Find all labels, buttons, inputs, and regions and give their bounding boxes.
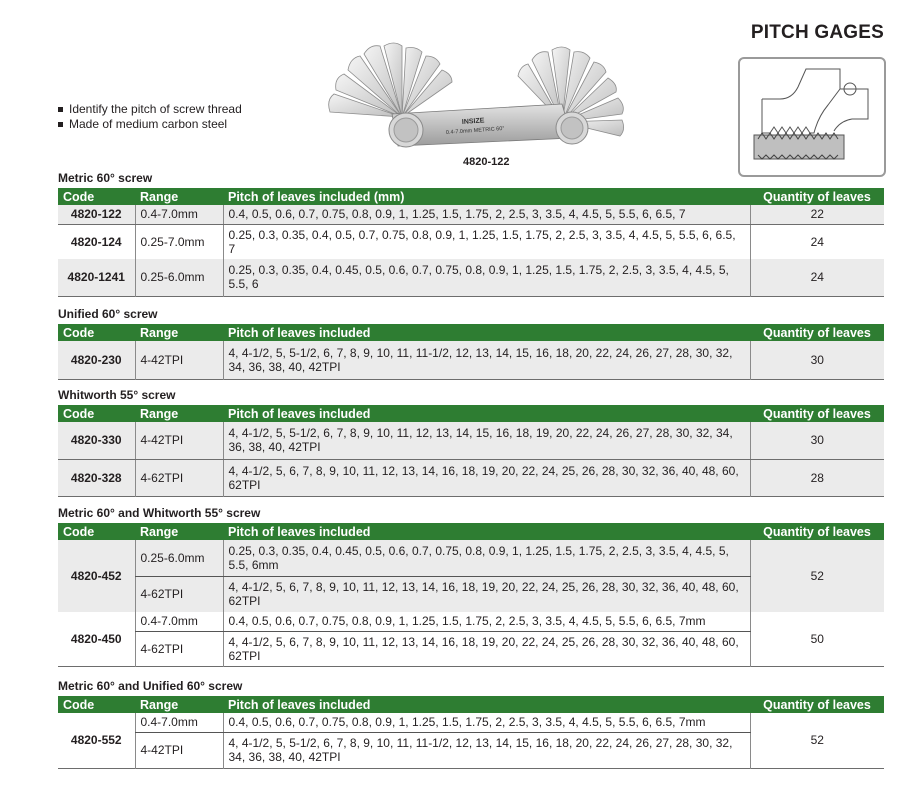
cell-qty: 52 bbox=[750, 713, 884, 768]
column-header: Quantity of leaves bbox=[750, 324, 884, 341]
cell-qty: 24 bbox=[750, 224, 884, 259]
whitworth-section bbox=[58, 388, 884, 497]
col-pitch: Pitch of leaves included (mm) bbox=[223, 188, 750, 205]
metric-unified-table bbox=[58, 696, 884, 769]
cell-code: 4820-122 bbox=[58, 205, 135, 224]
column-header: Pitch of leaves included bbox=[223, 324, 750, 341]
table-row bbox=[58, 341, 884, 379]
cell-qty: 30 bbox=[750, 422, 884, 459]
table-row bbox=[58, 713, 884, 732]
bullet-icon bbox=[58, 122, 63, 127]
cell-range: 0.4-7.0mm bbox=[135, 612, 223, 631]
column-header: Range bbox=[135, 405, 223, 422]
column-header: Code bbox=[58, 696, 135, 713]
cell-qty: 52 bbox=[750, 540, 884, 612]
column-header: Quantity of leaves bbox=[750, 523, 884, 540]
cell-range: 4-42TPI bbox=[135, 422, 223, 459]
thread-diagram bbox=[738, 57, 886, 177]
cell-code: 4820-450 bbox=[58, 612, 135, 666]
column-header: Range bbox=[135, 523, 223, 540]
svg-text:0.4-7.0mm METRIC 60°: 0.4-7.0mm METRIC 60° bbox=[445, 125, 505, 136]
metric-table bbox=[58, 188, 884, 297]
cell-range: 0.4-7.0mm bbox=[135, 713, 223, 732]
cell-range: 4-42TPI bbox=[135, 341, 223, 379]
column-header: Pitch of leaves included bbox=[223, 405, 750, 422]
cell-code: 4820-230 bbox=[58, 341, 135, 379]
cell-pitch: 0.4, 0.5, 0.6, 0.7, 0.75, 0.8, 0.9, 1, 1.25, 1.5, 1.75, 2, 2.5, 3, 3.5, 4, 4.5, 5, 5.5, 6, 6.5, 7mm bbox=[223, 612, 750, 631]
col-code: Code bbox=[58, 188, 135, 205]
unified-section bbox=[58, 307, 884, 380]
col-range: Range bbox=[135, 188, 223, 205]
table-header bbox=[58, 405, 884, 422]
cell-qty: 28 bbox=[750, 459, 884, 496]
cell-range: 4-62TPI bbox=[135, 459, 223, 496]
cell-qty: 22 bbox=[750, 205, 884, 224]
table-row bbox=[58, 612, 884, 631]
table-row bbox=[58, 540, 884, 576]
pitch-gage-photo bbox=[322, 42, 640, 160]
section-title: Whitworth 55° screw bbox=[58, 388, 176, 402]
cell-pitch: 0.25, 0.3, 0.35, 0.4, 0.5, 0.7, 0.75, 0.8, 0.9, 1, 1.25, 1.5, 1.75, 2, 2.5, 3, 3.5, 4, 4.5, 5, 5.5, 6, 6.5, 7 bbox=[223, 224, 750, 259]
cell-qty: 24 bbox=[750, 259, 884, 296]
cell-qty: 50 bbox=[750, 612, 884, 666]
cell-range: 4-42TPI bbox=[135, 732, 223, 768]
cell-pitch: 4, 4-1/2, 5, 5-1/2, 6, 7, 8, 9, 10, 11, 11-1/2, 12, 13, 14, 15, 16, 18, 20, 22, 24, 26, 27, 28, 30, 32, 34, 36, 38, 40, 42TPI bbox=[223, 732, 750, 768]
section-title: Metric 60° and Unified 60° screw bbox=[58, 679, 243, 693]
table-header bbox=[58, 523, 884, 540]
svg-text:INSIZE: INSIZE bbox=[461, 117, 485, 126]
column-header: Quantity of leaves bbox=[750, 405, 884, 422]
cell-pitch: 4, 4-1/2, 5, 6, 7, 8, 9, 10, 11, 12, 13, 14, 16, 18, 19, 20, 22, 24, 25, 26, 28, 30, 32, 36, 40, 48, 60, 62TPI bbox=[223, 576, 750, 612]
whitworth-table bbox=[58, 405, 884, 497]
cell-pitch: 0.25, 0.3, 0.35, 0.4, 0.45, 0.5, 0.6, 0.7, 0.75, 0.8, 0.9, 1, 1.25, 1.5, 1.75, 2, 2.5, 3, 3.5, 4, 4.5, 5, 5.5, 6 bbox=[223, 259, 750, 296]
cell-code: 4820-552 bbox=[58, 713, 135, 768]
table-row bbox=[58, 224, 884, 259]
cell-range: 0.25-7.0mm bbox=[135, 224, 223, 259]
table-header bbox=[58, 188, 884, 205]
cell-pitch: 0.4, 0.5, 0.6, 0.7, 0.75, 0.8, 0.9, 1, 1.25, 1.5, 1.75, 2, 2.5, 3, 3.5, 4, 4.5, 5, 5.5, 6, 6.5, 7mm bbox=[223, 713, 750, 732]
column-header: Code bbox=[58, 324, 135, 341]
column-header: Pitch of leaves included bbox=[223, 523, 750, 540]
section-title: Metric 60° screw bbox=[58, 171, 153, 185]
cell-pitch: 4, 4-1/2, 5, 5-1/2, 6, 7, 8, 9, 10, 11, 11-1/2, 12, 13, 14, 15, 16, 18, 20, 22, 24, 26, 27, 28, 30, 32, 34, 36, 38, 40, 42TPI bbox=[223, 341, 750, 379]
bullet-icon bbox=[58, 107, 63, 112]
table-header bbox=[58, 324, 884, 341]
col-qty: Quantity of leaves bbox=[750, 188, 884, 205]
cell-pitch: 4, 4-1/2, 5, 6, 7, 8, 9, 10, 11, 12, 13, 14, 16, 18, 19, 20, 22, 24, 25, 26, 28, 30, 32, 36, 40, 48, 60, 62TPI bbox=[223, 631, 750, 666]
section-title: Unified 60° screw bbox=[58, 307, 158, 321]
cell-range: 4-62TPI bbox=[135, 576, 223, 612]
feature-item: Identify the pitch of screw thread bbox=[58, 102, 242, 117]
table-row bbox=[58, 205, 884, 224]
metric-whitworth-table bbox=[58, 523, 884, 667]
product-caption: 4820-122 bbox=[463, 156, 510, 168]
cell-range: 4-62TPI bbox=[135, 631, 223, 666]
column-header: Code bbox=[58, 405, 135, 422]
table-row bbox=[58, 459, 884, 496]
column-header: Code bbox=[58, 523, 135, 540]
metric-unified-section bbox=[58, 679, 884, 769]
cell-code: 4820-330 bbox=[58, 422, 135, 459]
cell-range: 0.25-6.0mm bbox=[135, 540, 223, 576]
page-title: PITCH GAGES bbox=[750, 22, 884, 43]
unified-table bbox=[58, 324, 884, 380]
cell-pitch: 0.4, 0.5, 0.6, 0.7, 0.75, 0.8, 0.9, 1, 1.25, 1.5, 1.75, 2, 2.5, 3, 3.5, 4, 4.5, 5, 5.5, 6, 6.5, 7 bbox=[223, 205, 750, 224]
table-row bbox=[58, 422, 884, 459]
table-row bbox=[58, 259, 884, 296]
cell-code: 4820-124 bbox=[58, 224, 135, 259]
column-header: Range bbox=[135, 696, 223, 713]
column-header: Pitch of leaves included bbox=[223, 696, 750, 713]
cell-code: 4820-328 bbox=[58, 459, 135, 496]
cell-pitch: 4, 4-1/2, 5, 6, 7, 8, 9, 10, 11, 12, 13, 14, 16, 18, 19, 20, 22, 24, 25, 26, 28, 30, 32, 36, 40, 48, 60, 62TPI bbox=[223, 459, 750, 496]
gage-leaf-diagram bbox=[740, 59, 884, 175]
column-header: Quantity of leaves bbox=[750, 696, 884, 713]
cell-qty: 30 bbox=[750, 341, 884, 379]
cell-range: 0.4-7.0mm bbox=[135, 205, 223, 224]
column-header: Range bbox=[135, 324, 223, 341]
cell-code: 4820-452 bbox=[58, 540, 135, 612]
table-header bbox=[58, 696, 884, 713]
cell-range: 0.25-6.0mm bbox=[135, 259, 223, 296]
feature-item: Made of medium carbon steel bbox=[58, 117, 242, 132]
cell-pitch: 4, 4-1/2, 5, 5-1/2, 6, 7, 8, 9, 10, 11, 12, 13, 14, 15, 16, 18, 19, 20, 22, 24, 26, 27, 28, 30, 32, 34, 36, 38, 40, 42TPI bbox=[223, 422, 750, 459]
metric-section bbox=[58, 171, 884, 297]
cell-code: 4820-1241 bbox=[58, 259, 135, 296]
section-title: Metric 60° and Whitworth 55° screw bbox=[58, 506, 261, 520]
feature-list bbox=[58, 102, 242, 132]
cell-pitch: 0.25, 0.3, 0.35, 0.4, 0.45, 0.5, 0.6, 0.7, 0.75, 0.8, 0.9, 1, 1.25, 1.5, 1.75, 2, 2.5, 3, 3.5, 4, 4.5, 5, 5.5, 6mm bbox=[223, 540, 750, 576]
metric-whitworth-section bbox=[58, 506, 884, 667]
